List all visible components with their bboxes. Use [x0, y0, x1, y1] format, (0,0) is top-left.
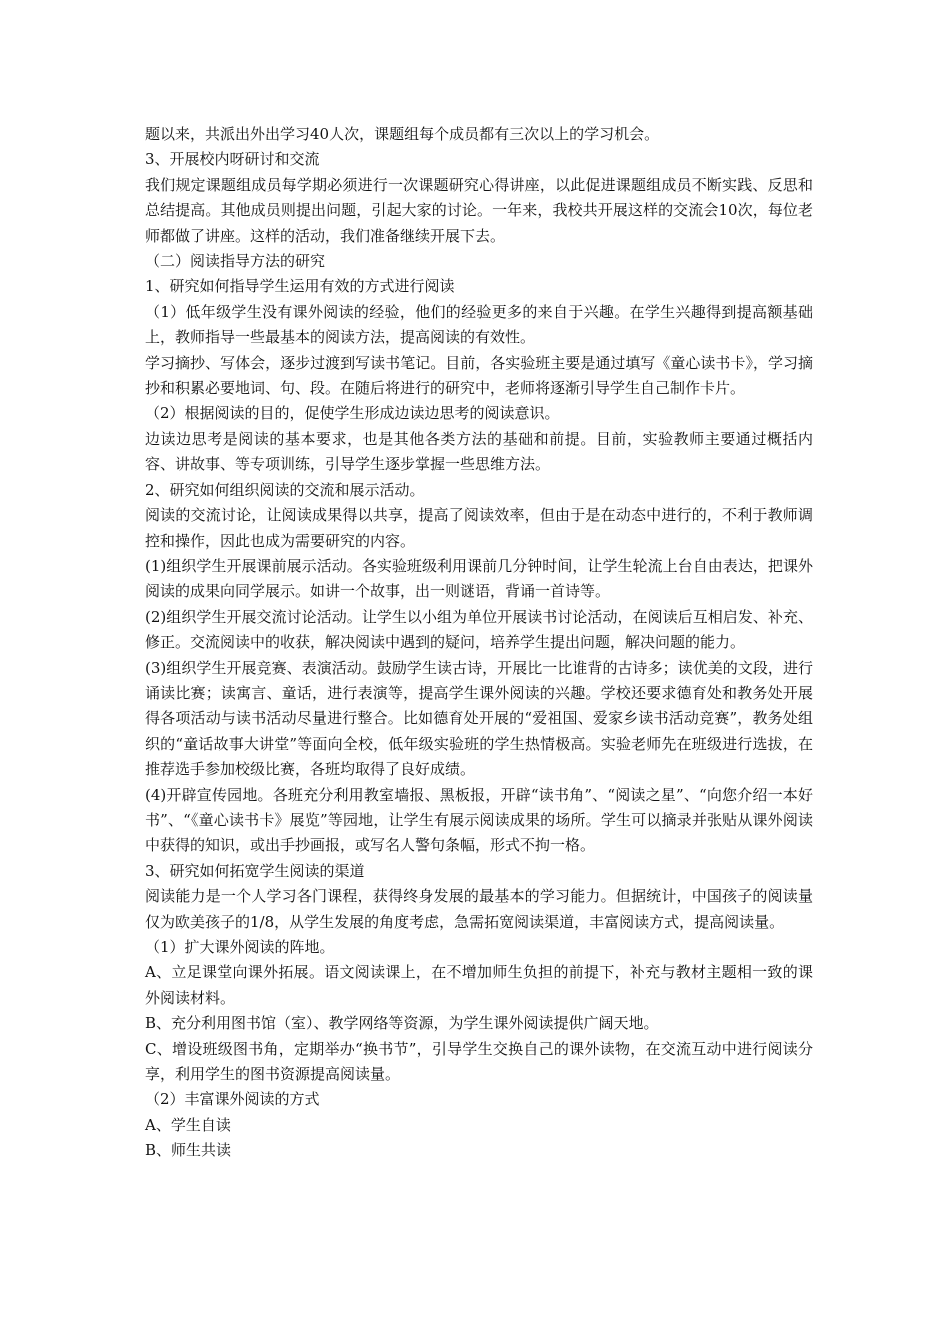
paragraph: 我们规定课题组成员每学期必须进行一次课题研究心得讲座，以此促进课题组成员不断实践、反思和总结提高。其他成员则提出问题，引起大家的讨论。一年来，我校共开展这样的交流会10次，每位老师都做了讲座。这样的活动，我们准备继续开展下去。	[145, 175, 813, 245]
paragraph: 题以来，共派出外出学习40人次，课题组每个成员都有三次以上的学习机会。	[145, 125, 660, 143]
paragraph: (3)组织学生开展竞赛、表演活动。鼓励学生读古诗，开展比一比谁背的古诗多；读优美的文段，进行诵读比赛；读寓言、童话，进行表演等，提高学生课外阅读的兴趣。学校还要求德育处和教务处开展得各项活动与读书活动尽量进行整合。比如德育处开展的“爱祖国、爱家乡读书活动竞赛”，教务处组织的“童话故事大讲堂”等面向全校，低年级实验班的学生热情极高。实验老师先在班级进行选拔，在推荐选手参加校级比赛，各班均取得了良好成绩。	[145, 658, 813, 779]
paragraph: 边读边思考是阅读的基本要求，也是其他各类方法的基础和前提。目前，实验教师主要通过概括内容、讲故事、等专项训练，引导学生逐步掌握一些思维方法。	[145, 429, 813, 474]
paragraph: （1）低年级学生没有课外阅读的经验，他们的经验更多的来自于兴趣。在学生兴趣得到提高额基础上，教师指导一些最基本的阅读方法，提高阅读的有效性。	[145, 302, 813, 347]
paragraph: （1）扩大课外阅读的阵地。	[145, 938, 335, 956]
paragraph: (1)组织学生开展课前展示活动。各实验班级利用课前几分钟时间，让学生轮流上台自由表达，把课外阅读的成果向同学展示。如讲一个故事，出一则谜语，背诵一首诗等。	[145, 556, 813, 601]
paragraph: (2)组织学生开展交流讨论活动。让学生以小组为单位开展读书讨论活动，在阅读后互相启发、补充、修正。交流阅读中的收获，解决阅读中遇到的疑问，培养学生提出问题，解决问题的能力。	[145, 607, 813, 652]
list-item: A、学生自读	[145, 1115, 231, 1134]
section-heading: 3、研究如何拓宽学生阅读的渠道	[145, 861, 365, 880]
section-heading: 2、研究如何组织阅读的交流和展示活动。	[145, 480, 425, 499]
document-body	[145, 122, 813, 1164]
paragraph: （2）根据阅读的目的，促使学生形成边读边思考的阅读意识。	[145, 404, 560, 423]
paragraph: 学习摘抄、写体会，逐步过渡到写读书笔记。目前，各实验班主要是通过填写《童心读书卡》，学习摘抄和积累必要地词、句、段。在随后将进行的研究中，老师将逐渐引导学生自己制作卡片。	[145, 353, 813, 398]
paragraph: 阅读的交流讨论，让阅读成果得以共享，提高了阅读效率，但由于是在动态中进行的，不利于教师调控和操作，因此也成为需要研究的内容。	[145, 506, 813, 550]
paragraph: B、充分利用图书馆（室）、教学网络等资源，为学生课外阅读提供广阔天地。	[145, 1014, 659, 1033]
paragraph: (4)开辟宣传园地。各班充分利用教室墙报、黑板报，开辟“读书角”、“阅读之星”、“向您介绍一本好书”、“《童心读书卡》展览”等园地，让学生有展示阅读成果的场所。学生可以摘录并张贴从课外阅读中获得的知识，或出手抄画报，或写名人警句条幅，形式不拘一格。	[145, 785, 813, 855]
paragraph: （2）丰富课外阅读的方式	[145, 1090, 320, 1109]
section-heading: （二）阅读指导方法的研究	[145, 252, 326, 271]
paragraph: A、立足课堂向课外拓展。语文阅读课上，在不增加师生负担的前提下，补充与教材主题相一致的课外阅读材料。	[145, 963, 813, 1007]
list-item: B、师生共读	[145, 1141, 232, 1160]
paragraph: C、增设班级图书角，定期举办“换书节”，引导学生交换自己的课外读物，在交流互动中进行阅读分享，利用学生的图书资源提高阅读量。	[145, 1039, 813, 1084]
section-heading: 3、开展校内呀研讨和交流	[145, 150, 320, 169]
section-heading: 1、研究如何指导学生运用有效的方式进行阅读	[145, 277, 455, 296]
paragraph: 阅读能力是一个人学习各门课程，获得终身发展的最基本的学习能力。但据统计，中国孩子的阅读量仅为欧美孩子的1/8，从学生发展的角度考虑，急需拓宽阅读渠道，丰富阅读方式，提高阅读量。	[145, 887, 813, 931]
